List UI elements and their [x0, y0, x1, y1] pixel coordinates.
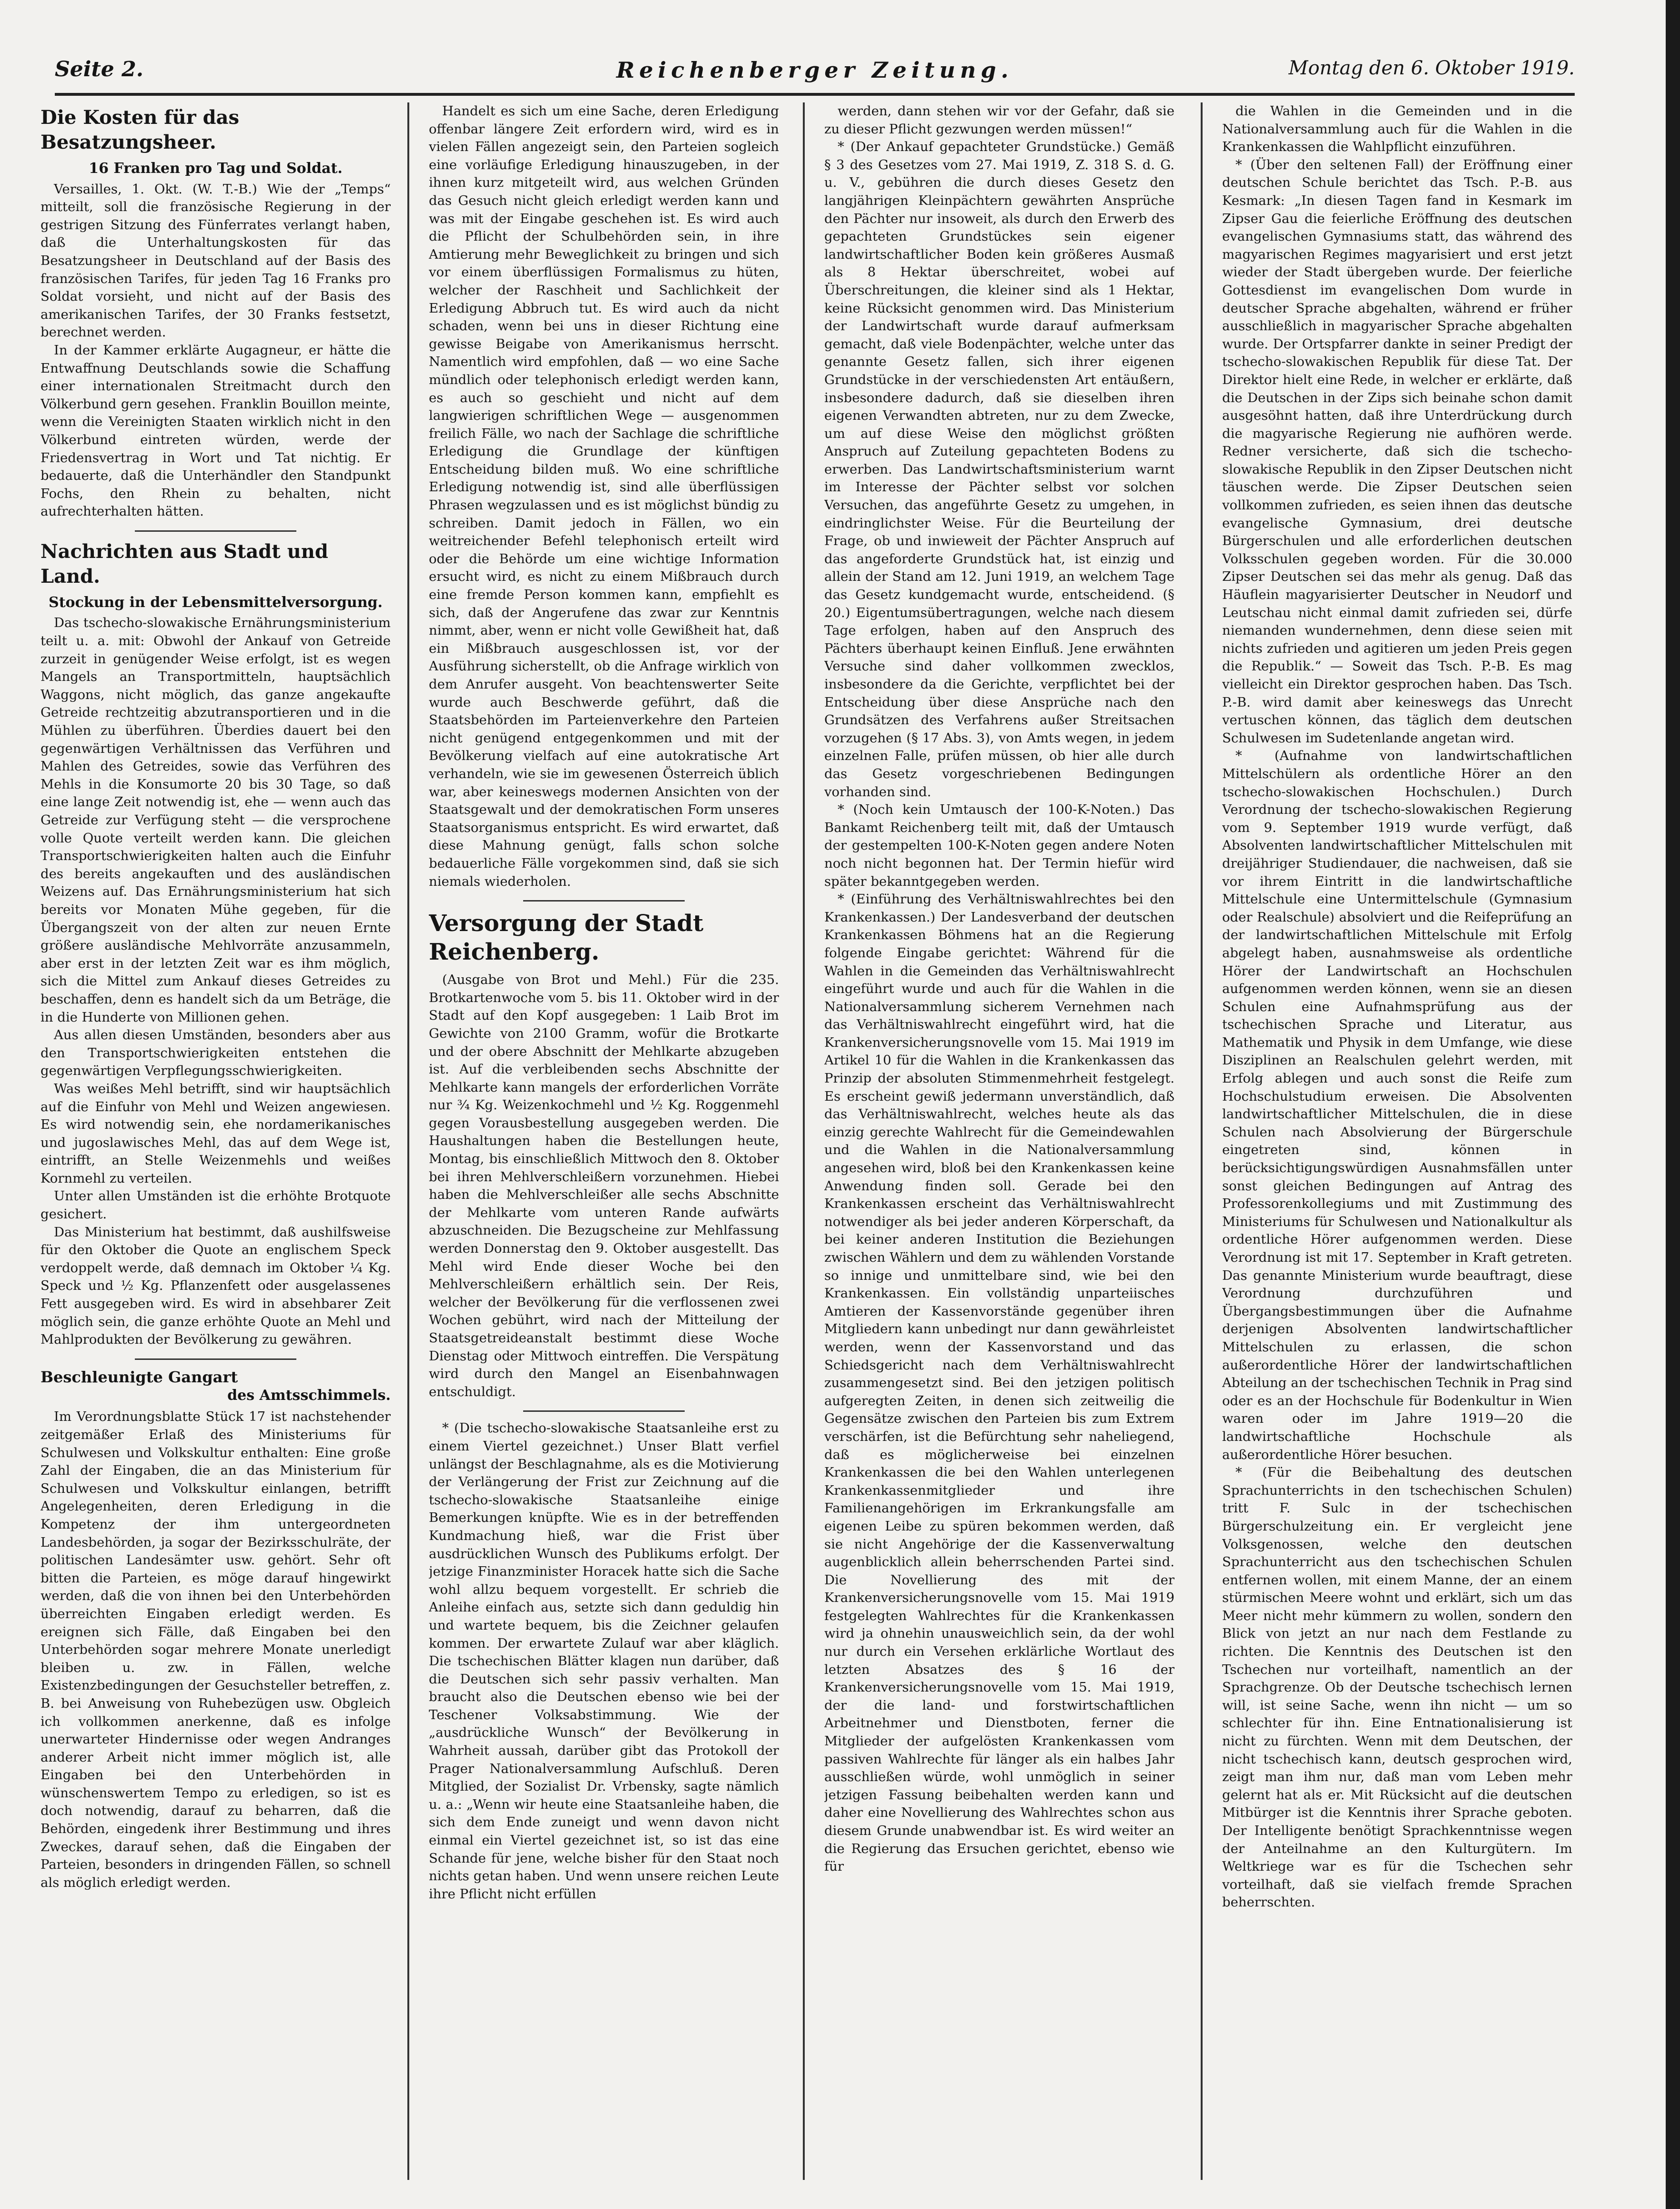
- article-separator: [523, 1410, 684, 1412]
- article-paragraph: * (Die tschecho-slowakische Staatsanleihe erst zu einem Viertel gezeichnet.) Unser Blatt verfiel unlängst der Beschlagnahme, als es die Motivierung der Verlängerung der Frist zur Zeichnung auf die tschecho-slowakische Staatsanleihe einige Bemerkungen knüpfte. Wie es in der betreffenden Kundmachung hieß, war die Frist über ausdrücklichen Wunsch des Publikums erfolgt. Der jetzige Finanzminister Horacek hatte sich die Sache wohl allzu bequem vorgestellt. Er schrieb die Anleihe einfach aus, setzte sich dann geduldig hin und wartete bequem, bis die Zeichner gelaufen kommen. Der erwartete Zulauf war aber kläglich. Die tschechischen Blätter klagen nun darüber, daß die Deutschen sich sehr passiv verhalten. Man braucht also die Deutschen ebenso wie bei der Teschener Volksabstimmung. Wie der „ausdrückliche Wunsch“ der Bevölkerung in Wahrheit aussah, darüber gibt das Protokoll der Prager Nationalversammlung Aufschluß. Deren Mitglied, der Sozialist Dr. Vrbensky, sagte nämlich u. a.: „Wenn wir heute eine Staatsanleihe haben, die sich dem Ende zuneigt und wenn davon nicht einmal ein Viertel gezeichnet ist, so ist das eine Schande für jene, welche bisher für den Staat noch nichts getan haben. Und wenn unsere reichen Leute ihre Pflicht nicht erfüllen: [429, 1420, 779, 1902]
- article-subheadline: Stockung in der Lebensmittelversorgung.: [49, 594, 383, 611]
- article-paragraph: Handelt es sich um eine Sache, deren Erledigung offenbar längere Zeit erfordern wird, wird es in vielen Fällen angezeigt sein, den Parteien sogleich eine vorläufige Erledigung hinauszugeben, in der ihnen kurz mitgeteilt wird, aus welchen Gründen das Gesuch nicht gleich erledigt werden kann und was mit der Eingabe geschehen ist. Es wird auch die Pflicht der Schulbehörden sein, in ihre Amtierung mehr Beweglichkeit zu bringen und sich vor einem überflüssigen Formalismus zu hüten, welcher der Raschheit und Sachlichkeit der Erledigung Abbruch tut. Es wird auch da nicht schaden, wenn bei uns in dieser Richtung eine gewisse Beigabe von Amerikanismus herrscht. Namentlich wird empfohlen, daß — wo eine Sache mündlich oder telephonisch erledigt werden kann, es auch so geschieht und nicht auf dem langwierigen schriftlichen Wege — ausgenommen freilich Fälle, wo nach der Sachlage die schriftliche Erledigung die Grundlage der künftigen Entscheidung bilden muß. Wo eine schriftliche Erledigung notwendig ist, sind alle überflüssigen Phrasen wegzulassen und es ist möglichst bündig zu schreiben. Damit jedoch in Fällen, wo ein weitreichender Befehl telephonisch erteilt wird oder die Behörde um eine wichtige Information ersucht wird, es nicht zu einem Mißbrauch durch eine fremde Person kommen kann, empfiehlt es sich, daß der Angerufene das zwar zur Kenntnis nimmt, aber, wenn er nicht volle Gewißheit hat, daß ein Mißbrauch ausgeschlossen ist, vor der Ausführung sicherstellt, ob die Anfrage wirklich von dem Anrufer ausgeht. Von beachtenswerter Seite wurde auch Beschwerde geführt, daß die Staatsbehörden im Parteienverkehre den Parteien nicht genügend entgegenkommen und mit der Bevölkerung vielfach auf eine autokratische Art verhandeln, wie sie im gewesenen Österreich üblich war, aber keineswegs modernen Ansichten von der Staatsgewalt und der demokratischen Form unseres Staatsorganismus entspricht. Es wird erwartet, daß diese Mahnung genügt, falls schon solche bedauerliche Fälle vorgekommen sind, daß sie sich niemals wiederholen.: [429, 103, 779, 889]
- article-paragraph: Aus allen diesen Umständen, besonders aber aus den Transportschwierigkeiten entstehen die gegenwärtigen Verpflegungsschwierigkeiten.: [40, 1027, 391, 1079]
- column-divider: [1201, 102, 1203, 2180]
- scan-border: [1666, 0, 1680, 2209]
- article-paragraph: Unter allen Umständen ist die erhöhte Brotquote gesichert.: [40, 1188, 391, 1222]
- article-headline: Beschleunigte Gangart: [40, 1368, 238, 1386]
- issue-date: Montag den 6. Oktober 1919.: [1288, 57, 1575, 79]
- column-divider: [407, 102, 409, 2180]
- article-paragraph: In der Kammer erklärte Augagneur, er hätte die Entwaffnung Deutschlands sowie die Schaffung einer internationalen Streitmacht durch den Völkerbund gern gesehen. Franklin Bouillon meinte, wenn die Vereinigten Staaten wirklich nicht in den Völkerbund eintreten würden, werde der Friedensvertrag in Wort und Tat nichtig. Er bedauerte, daß die Unterhändler den Standpunkt Fochs, den Rhein zu behalten, nicht aufrechterhalten hätten.: [40, 342, 391, 519]
- page-number: Seite 2.: [55, 57, 144, 81]
- column-2: [429, 102, 779, 2180]
- page-header: [55, 57, 1575, 91]
- article-headline: Die Kosten für das Besatzungsheer.: [40, 106, 239, 153]
- column-3: [824, 102, 1174, 2180]
- column-4: [1222, 102, 1572, 2180]
- article-separator: [523, 900, 684, 902]
- section-headline: Nachrichten aus Stadt und Land.: [40, 540, 328, 588]
- column-1: [40, 102, 391, 2180]
- article-paragraph: Im Verordnungsblatte Stück 17 ist nachstehender zeitgemäßer Erlaß des Ministeriums für Schulwesen und Volkskultur enthalten: Eine große Zahl der Eingaben, die an das Ministerium für Schulwesen und Volkskultur einlangen, betrifft Angelegenheiten, deren Erledigung in die Kompetenz der ihm untergeordneten Landesbehörden, ja sogar der Bezirksschulräte, der politischen Landesämter usw. gehört. Sehr oft bitten die Parteien, es möge darauf hingewirkt werden, daß die von ihnen bei den Unterbehörden überreichten Eingaben erledigt werden. Es ereignen sich Fälle, daß Eingaben bei den Unterbehörden sogar mehrere Monate unerledigt bleiben u. zw. in Fällen, welche Existenzbedingungen der Gesuchsteller betreffen, z. B. bei Anweisung von Ruhebezügen usw. Obgleich ich vollkommen anerkenne, daß es infolge unerwarteter Hindernisse oder wegen Andranges anderer Arbeit nicht immer möglich ist, alle Eingaben bei den Unterbehörden in wünschenswertem Tempo zu erledigen, so ist es doch notwendig, darauf zu beharren, daß die Behörden, eingedenk ihrer Bestimmung und ihres Zweckes, darauf sehen, daß die Eingaben der Parteien, besonders in dringenden Fällen, so schnell als möglich erledigt werden.: [40, 1409, 391, 1890]
- article-paragraph: (Ausgabe von Brot und Mehl.) Für die 235. Brotkartenwoche vom 5. bis 11. Oktober wird in der Stadt auf den Kopf ausgegeben: 1 Laib Brot im Gewichte von 2100 Gramm, wofür die Brotkarte und der obere Abschnitt der Mehlkarte abzugeben ist. Auf die verbleibenden sechs Abschnitte der Mehlkarte kann mangels der erforderlichen Vorräte nur ¾ Kg. Weizenkochmehl und ½ Kg. Roggenmehl gegen Vorausbestellung ausgegeben werden. Die Haushaltungen haben die Bestellungen heute, Montag, bis einschließlich Mittwoch den 8. Oktober bei ihren Mehlverschleißern vorzunehmen. Hiebei haben die Mehlverschleißer alle sechs Abschnitte der Mehlkarte vom unteren Rande aufwärts abzuschneiden. Die Bezugscheine zur Mehlfassung werden Donnerstag den 9. Oktober ausgestellt. Das Mehl wird Ende dieser Woche bei den Mehlverschleißern erhältlich sein. Der Reis, welcher der Bevölkerung für die verflossenen zwei Wochen gebührt, wird nach der Mitteilung der Staatsgetreideanstalt bestimmt diese Woche Dienstag oder Mittwoch eintreffen. Die Verspätung wird durch den Mangel an Eisenbahnwagen entschuldigt.: [429, 972, 779, 1399]
- column-divider: [803, 102, 805, 2180]
- article-paragraph: Das tschecho-slowakische Ernährungsministerium teilt u. a. mit: Obwohl der Ankauf von Getreide zurzeit in genügender Weise erfolgt, ist es wegen Mangels an Transportmitteln, hauptsächlich Waggons, nicht möglich, das ganze angekaufte Getreide rechtzeitig abzutransportieren und in die Mühlen zu überführen. Überdies dauert bei den gegenwärtigen Verhältnissen das Verführen und Mahlen des Getreides, sowie das Verführen des Mehls in die Konsumorte 20 bis 30 Tage, so daß eine lange Zeit notwendig ist, ehe — wenn auch das Getreide zur Verfügung steht — die versprochene volle Quote verteilt werden kann. Die gleichen Transportschwierigkeiten halten auch die Einfuhr des bereits angekauften und des ausländischen Weizens auf. Das Ernährungsministerium hat sich bereits vor Monaten Mühe gegeben, für die Übergangszeit von der alten zur neuen Ernte größere ausländische Mehlvorräte anzusammeln, aber erst in der letzten Zeit war es ihm möglich, sich die Mittel zum Ankauf dieses Getreides zu beschaffen, denn es handelt sich da um Beträge, die in die Hunderte von Millionen gehen.: [40, 615, 391, 1025]
- article-paragraph: * (Noch kein Umtausch der 100-K-Noten.) Das Bankamt Reichenberg teilt mit, daß der Umtausch der gestempelten 100-K-Noten gegen andere Noten noch nicht begonnen hat. Der Termin hiefür wird später bekanntgegeben werden.: [824, 802, 1174, 889]
- section-headline: Versorgung der Stadt Reichenberg.: [429, 910, 704, 966]
- article-paragraph: werden, dann stehen wir vor der Gefahr, daß sie zu dieser Pflicht gezwungen werden müssen!“: [824, 103, 1174, 137]
- header-rule: [55, 93, 1575, 96]
- article-paragraph: Versailles, 1. Okt. (W. T.-B.) Wie der „Temps“ mitteilt, soll die französische Regierung in der gestrigen Sitzung des Fünferrates verlangt haben, daß die Unterhaltungskosten für das Besatzungsheer in Deutschland auf der Basis des französischen Tarifes, für jeden Tag 16 Franks pro Soldat vorsieht, und nicht auf der Basis des amerikanischen Tarifes, der 30 Franks festsetzt, berechnet werden.: [40, 181, 391, 340]
- article-paragraph: die Wahlen in die Gemeinden und in die Nationalversammlung auch für die Wahlen in die Krankenkassen die Wahlpflicht einzuführen.: [1222, 103, 1572, 155]
- masthead: Reichenberger Zeitung.: [616, 57, 1013, 83]
- article-paragraph: * (Der Ankauf gepachteter Grundstücke.) Gemäß § 3 des Gesetzes vom 27. Mai 1919, Z. 318 S. d. G. u. V., gebühren die durch dieses Gesetz den langjährigen Kleinpächtern gewährten Ansprüche den Pächter nur insoweit, als durch den Erwerb des gepachteten Grundstückes sein eigener landwirtschaftlicher Boden kein größeres Ausmaß als 8 Hektar überschreitet, wobei auf Überschreitungen, die kleiner sind als 1 Hektar, keine Rücksicht genommen wird. Das Ministerium der Landwirtschaft wurde darauf aufmerksam gemacht, daß viele Bodenpächter, welche unter das genannte Gesetz fallen, sich ihrer eigenen Grundstücke in der verschiedensten Art entäußern, insbesondere dadurch, daß sie dieselben ihren eigenen Verwandten abtreten, nur zu dem Zwecke, um auf diese Weise den möglichst größten Anspruch auf Zuteilung gepachteten Bodens zu erwerben. Das Landwirtschaftsministerium warnt im Interesse der Pächter selbst vor solchen Versuchen, das angeführte Gesetz zu umgehen, in eindringlichster Weise. Für die Beurteilung der Frage, ob und inwieweit der Pächter Anspruch auf das angeforderte Grundstück hat, ist einzig und allein der Stand am 12. Juni 1919, an welchem Tage das Gesetz kundgemacht wurde, entscheidend. (§ 20.) Eigentumsübertragungen, welche nach diesem Tage erfolgen, haben auf den Anspruch des Pächters überhaupt keinen Einfluß. Jene erwähnten Versuche sind daher vollkommen zwecklos, insbesondere da die Gerichte, verpflichtet bei der Entscheidung über diese Ansprüche nach den Grundsätzen des Verfahrens außer Streitsachen vorzugehen (§ 17 Abs. 3), von Amts wegen, in jedem einzelnen Falle, prüfen müssen, ob hier alle durch das Gesetz vorgeschriebenen Bedingungen vorhanden sind.: [824, 139, 1174, 800]
- article-paragraph: * (Über den seltenen Fall) der Eröffnung einer deutschen Schule berichtet das Tsch. P.-B. aus Kesmark: „In diesen Tagen fand in Kesmark im Zipser Gau die feierliche Eröffnung des deutschen evangelischen Gymnasiums statt, das während des magyarischen Regimes magyarisiert und erst jetzt wieder der Stadt übergeben wurde. Der feierliche Gottesdienst im evangelischen Dom wurde in deutscher Sprache abgehalten, während er früher ausschließlich in magyarischer Sprache abgehalten wurde. Der Ortspfarrer dankte in seiner Predigt der tschecho-slowakischen Republik für diese Tat. Der Direktor hielt eine Rede, in welcher er erklärte, daß die Deutschen in der Zips sich beinahe schon damit ausgesöhnt hatten, daß ihre Unterdrückung durch die magyarische Regierung nie aufhören werde. Redner versicherte, daß sich die tschecho-slowakische Republik in den Zipser Deutschen nicht täuschen werde. Die Zipser Deutschen seien vollkommen zufrieden, es seien ihnen das deutsche evangelische Gymnasium, drei deutsche Bürgerschulen und alle erforderlichen deutschen Volksschulen gegeben worden. Für die 30.000 Zipser Deutschen sei das mehr als genug. Daß das Häuflein magyarisierter Deutscher in Neudorf und Leutschau nicht einmal damit zufrieden sei, dürfe niemanden wundernehmen, denn diese seien mit nichts zufrieden und agitieren um jeden Preis gegen die Republik.“ — Soweit das Tsch. P.-B. Es mag vielleicht ein Direktor gesprochen haben. Das Tsch. P.-B. wird damit aber keineswegs das Unrecht vertuschen können, das täglich dem deutschen Schulwesen im Sudetenlande angetan wird.: [1222, 157, 1572, 746]
- article-separator: [135, 530, 296, 532]
- article-paragraph: * (Einführung des Verhältniswahlrechtes bei den Krankenkassen.) Der Landesverband der deutschen Krankenkassen Böhmens hat an die Regierung folgende Eingabe gerichtet: Während für die Wahlen in die Gemeinden das Verhältniswahlrecht eingeführt wurde und auch für die Wahlen in die Nationalversammlung sicherem Vernehmen nach das Verhältniswahlrecht eingeführt wird, hat die Krankenversicherungsnovelle vom 15. Mai 1919 im Artikel 10 für die Wahlen in die Krankenkassen das Prinzip der absoluten Stimmenmehrheit festgelegt. Es erscheint gewiß jedermann unverständlich, daß das Verhältniswahlrecht, welches heute als das einzig gerechte Wahlrecht für die Gemeindewahlen und die Wahlen in die Nationalversammlung angesehen wird, bloß bei den Krankenkassen keine Anwendung finden soll. Gerade bei den Krankenkassen erscheint das Verhältniswahlrecht notwendiger als bei jeder anderen Körperschaft, da bei keiner anderen Institution die Beziehungen zwischen Wählern und dem zu wählenden Vorstande so innige und unmittelbare sind, wie bei den Krankenkassen. Ein vollständig unparteiisches Amtieren der Kassenvorstände gegenüber ihren Mitgliedern kann unbedingt nur dann gewährleistet werden, wenn der Kassenvorstand und das Schiedsgericht nach dem Verhältniswahlrecht zusammengesetzt sind. Bei den jetzigen politisch aufgeregten Zeiten, in denen sich zeitweilig die Gegensätze zwischen den Parteien bis zum Extrem verschärfen, ist die Befürchtung sehr naheliegend, daß es möglicherweise bei einzelnen Krankenkassen die bei den Wahlen unterlegenen Krankenkassenmitglieder und ihre Familienangehörigen im Erkrankungsfalle am eigenen Leibe zu spüren bekommen werden, daß sie nicht Angehörige der die Kassenverwaltung augenblicklich allein beherrschenden Partei sind. Die Novellierung des mit der Krankenversicherungsnovelle vom 15. Mai 1919 festgelegten Wahlrechtes für die Krankenkassen wird ja ohnehin unausweichlich sein, da der wohl nur durch ein Versehen erklärliche Wortlaut des letzten Absatzes des § 16 der Krankenversicherungsnovelle vom 15. Mai 1919, der die land- und forstwirtschaftlichen Arbeitnehmer und Dienstboten, ferner die Mitglieder der aufgelösten Krankenkassen vom passiven Wahlrechte für länger als ein halbes Jahr ausschließen würde, wohl unmöglich in seiner jetzigen Fassung beibehalten werden kann und daher eine Novellierung des Wahlrechtes schon aus diesem Grunde unabwendbar ist. Es wird weiter an die Regierung das Ersuchen gerichtet, ebenso wie für: [824, 892, 1174, 1875]
- article-paragraph: * (Für die Beibehaltung des deutschen Sprachunterrichts in den tschechischen Schulen) tritt F. Sulc in der tschechischen Bürgerschulzeitung ein. Er vergleicht jene Volksgenossen, welche den deutschen Sprachunterricht aus den tschechischen Schulen entfernen wollen, mit einem Manne, der an einem stürmischen Meere wohnt und erklärt, sich um das Meer nicht mehr kümmern zu wollen, sondern den Blick von jetzt an nur nach dem Festlande zu richten. Die Kenntnis des Deutschen ist den Tschechen nur vorteilhaft, namentlich an der Sprachgrenze. Ob der Deutsche tschechisch lernen will, ist seine Sache, wenn ihn nicht — um so schlechter für ihn. Eine Entnationalisierung ist nicht zu fürchten. Wenn mit dem Deutschen, der nicht tschechisch kann, deutsch gesprochen wird, zeigt man ihm nur, daß man vom Leben mehr gelernt hat als er. Mit Rücksicht auf die deutschen Mitbürger ist die Kenntnis ihrer Sprache geboten. Der Intelligente benötigt Sprachkenntnisse wegen der Anteilnahme an den Kulturgütern. Im Weltkriege war es für die Tschechen sehr vorteilhaft, daß sie vielfach fremde Sprachen beherrschten.: [1222, 1465, 1572, 1910]
- article-paragraph: Was weißes Mehl betrifft, sind wir hauptsächlich auf die Einfuhr von Mehl und Weizen angewiesen. Es wird notwendig sein, ehe nordamerikanisches und jugoslawisches Mehl, das auf dem Wege ist, eintrifft, an Stelle Weizenmehls und weißes Kornmehl zu verteilen.: [40, 1081, 391, 1186]
- article-paragraph: * (Aufnahme von landwirtschaftlichen Mittelschülern als ordentliche Hörer an den tschecho-slowakischen Hochschulen.) Durch Verordnung der tschecho-slowakischen Regierung vom 9. September 1919 wurde verfügt, daß Absolventen landwirtschaftlicher Mittelschulen mit dreijähriger Studiendauer, die nachweisen, daß sie vor ihrem Eintritt in die landwirtschaftliche Mittelschule eine Untermittelschule (Gymnasium oder Realschule) absolviert und die Reifeprüfung an der landwirtschaftlichen Mittelschule mit Erfolg abgelegt haben, ausnahmsweise als ordentliche Hörer der Landwirtschaft an Hochschulen aufgenommen werden können, wenn sie an diesen Schulen eine Aufnahmsprüfung aus der tschechischen Sprache und Literatur, aus Mathematik und Physik in dem Umfange, wie diese Disziplinen an Realschulen gelehrt werden, mit Erfolg ablegen und auch sonst die Reife zum Hochschulstudium erweisen. Die Absolventen landwirtschaftlicher Mittelschulen, die in diese Schulen nach Absolvierung der Bürgerschule eingetreten sind, können in berücksichtigungswürdigen Ausnahmsfällen unter sonst gleichen Bedingungen auf Antrag des Professorenkollegiums und mit Zustimmung des Ministeriums für Schulwesen und Nationalkultur als ordentliche Hörer aufgenommen werden. Diese Verordnung ist mit 17. September in Kraft getreten. Das genannte Ministerium wurde beauftragt, diese Verordnung durchzuführen und Übergangsbestimmungen über die Aufnahme derjenigen Absolventen landwirtschaftlicher Mittelschulen zu erlassen, die schon außerordentliche Hörer der landwirtschaftlichen Abteilung an der tschechischen Technik in Prag sind oder es an der Hochschule für Bodenkultur in Wien waren oder im Jahre 1919—20 die landwirtschaftliche Hochschule als außerordentliche Hörer besuchen.: [1222, 748, 1572, 1462]
- article-separator: [135, 1358, 296, 1360]
- article-paragraph: Das Ministerium hat bestimmt, daß aushilfsweise für den Oktober die Quote an englischem Speck verdoppelt werde, daß demnach im Oktober ¼ Kg. Speck und ½ Kg. Pflanzenfett oder ausgelassenes Fett ausgegeben wird. Es wird in absehbarer Zeit möglich sein, die ganze erhöhte Quote an Mehl und Mahlprodukten der Bevölkerung zu gewähren.: [40, 1224, 391, 1348]
- article-headline-continued: des Amtsschimmels.: [227, 1387, 391, 1404]
- article-subheadline: 16 Franken pro Tag und Soldat.: [89, 160, 343, 177]
